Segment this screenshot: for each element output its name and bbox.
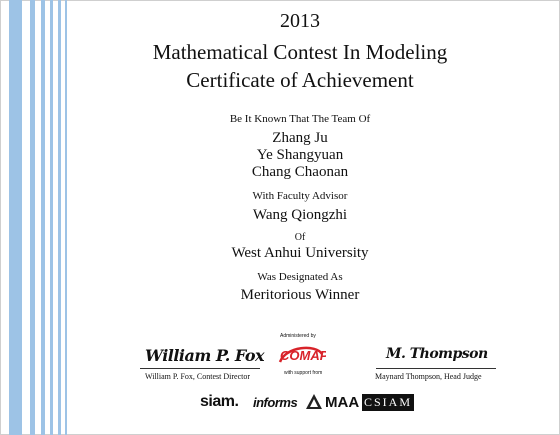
csiam-logo-text: CSIAM bbox=[363, 395, 412, 409]
judge-signature: M. Thompson bbox=[386, 346, 488, 362]
maa-logo: MAA bbox=[325, 394, 360, 411]
intro-text: Be It Known That The Team Of bbox=[229, 113, 371, 125]
decorative-stripe bbox=[50, 0, 53, 435]
support-text: with support from bbox=[284, 370, 323, 376]
director-signature: William P. Fox bbox=[145, 346, 265, 365]
administered-by-text: Administered by bbox=[280, 333, 316, 339]
team-member: Chang Chaonan bbox=[251, 164, 349, 180]
designation: Meritorious Winner bbox=[240, 287, 360, 303]
institution-name: West Anhui University bbox=[231, 245, 369, 261]
decorative-stripe bbox=[41, 0, 45, 435]
advisor-label: With Faculty Advisor bbox=[252, 190, 348, 202]
svg-text:COMAP: COMAP bbox=[280, 348, 326, 363]
director-caption: William P. Fox, Contest Director bbox=[145, 372, 251, 381]
team-member: Zhang Ju bbox=[272, 130, 328, 146]
judge-caption: Maynard Thompson, Head Judge bbox=[375, 372, 482, 381]
contest-name: Mathematical Contest In Modeling bbox=[152, 40, 448, 64]
csiam-logo bbox=[362, 394, 414, 411]
siam-logo: siam. bbox=[200, 393, 239, 410]
signature-line bbox=[376, 368, 496, 369]
decorative-stripe bbox=[65, 0, 67, 435]
certificate-title: Certificate of Achievement bbox=[186, 68, 414, 92]
decorative-stripe bbox=[30, 0, 35, 435]
team-member: Ye Shangyuan bbox=[256, 147, 344, 163]
decorative-stripe bbox=[9, 0, 22, 435]
designation-label: Was Designated As bbox=[257, 271, 343, 283]
maa-emblem-icon bbox=[305, 393, 323, 411]
decorative-stripe bbox=[58, 0, 61, 435]
certificate-year: 2013 bbox=[280, 10, 320, 32]
of-label: Of bbox=[294, 232, 306, 243]
advisor-name: Wang Qiongzhi bbox=[252, 207, 348, 223]
signature-line bbox=[140, 368, 260, 369]
informs-logo: informs bbox=[253, 395, 298, 410]
comap-logo bbox=[276, 340, 326, 366]
